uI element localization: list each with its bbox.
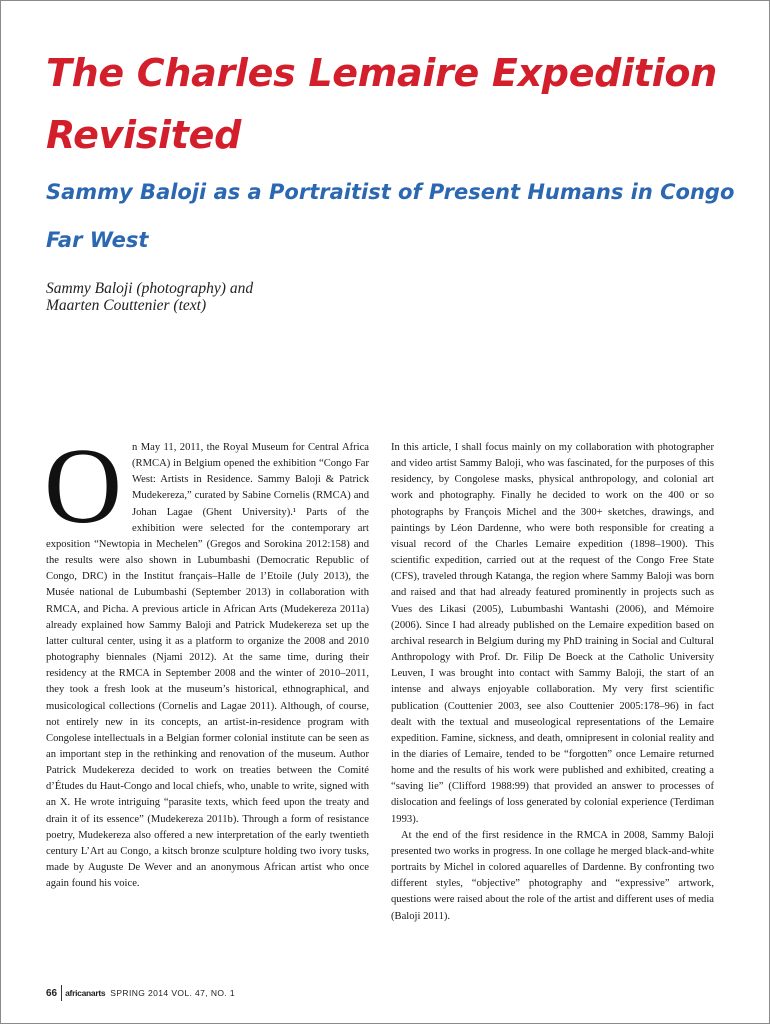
article-title: The Charles Lemaire Expedition Revisited (46, 51, 717, 157)
right-paragraph-1: In this article, I shall focus mainly on my collaboration with photographer and video artist Sammy Baloji, who was fascinated, for the purposes of this residency, by Congolese masks, physical anthropology, and colonial art work and photography. Finally he decided to work on the 400 or so photographs by François Michel and the 300+ sketches, drawings, and paintings by Léon Dardenne, who were both responsible for creating a visual record of the Charles Lemaire expedition (1898–1900). This scientific expedition, carried out at the request of the Congo Free State (CFS), traveled through Katanga, the region where Sammy Baloji was born and raised and that had already featured prominently in projects such as Vues des Likasi (2005), Lubumbashi Wantashi (2006), and Mémoire (2006). Since I had already published on the Lemaire expedition based on archival research in Belgium during my PhD training in Social and Cultural Anthropology with Prof. Dr. Filip De Boeck at the Catholic University Leuven, I was brought into contact with Sammy Baloji, the start of an intense and always enjoyable collaboration. My very first scientific publication (Couttenier 2003, see also Couttenier 2005:178–96) in fact dealt with the textual and museological representations of the Lemaire expedition. Famine, sickness, and death, omnipresent in colonial reality and in the diaries of Lemaire, tended to be “forgotten” once Lemaire returned home and the results of his work were published and exhibited, creating a “saving lie” (Clifford 1988:99) that provided an answer to processes of dislocation and feelings of loss generated by colonial experience (Terdiman 1993). (391, 442, 714, 825)
page-footer (46, 984, 235, 1002)
right-paragraph-2: At the end of the first residence in the RMCA in 2008, Sammy Baloji presented two works in progress. In one collage he merged black-and-white portraits by Michel in colored aquarelles of Dardenne. By confronting two different styles, “objective” photography and “expressive” artwork, questions were raised about the role of the artist and different uses of media (Baloji 2011). (391, 829, 714, 922)
byline-author: Maarten Couttenier (text) (46, 297, 207, 314)
page-number: 66 (46, 987, 58, 999)
drop-cap: O (44, 427, 122, 546)
issue-info: SPRING 2014 VOL. 47, NO. 1 (110, 988, 236, 998)
left-column (44, 427, 369, 892)
left-column-text: n May 11, 2011, the Royal Museum for Central Africa (RMCA) in Belgium opened the exhibition “Congo Far West: Artists in Residence. Sammy Baloji & Patrick Mudekereza,” curated by Sabine Cornelis (RMCA) and Johan Lagae (Ghent University).¹ Parts of the exhibition were selected for the contemporary art exposition “Newtopia in Mechelen” (Gregos and Sorokina 2012:158) and the results were also shown in Lubumbashi (Democratic Republic of Congo, DRC) in the Institut français–Halle de l’Etoile (July 2013), the Musée national de Lubumbashi (September 2013) in collaboration with RMCA, and Picha. A previous article in African Arts (Mudekereza 2011a) already explained how Sammy Baloji and Patrick Mudekereza set up the latter cultural center, using it as a platform to organize the 2008 and 2010 photography biennales (Njami 2012). At the same time, during their residency at the RMCA in September 2008 and the winter of 2010–2011, they took a fresh look at the museum’s historical, ethnographical, and musicological collections (Cornelis and Lagae 2011). Although, of course, not entirely new in its concepts, an artist-in-residence program with Congolese intellectuals in a Belgian former colonial institute can be seen as an important step in the rethinking and renovation of the museum. Author Patrick Mudekereza decided to work on treaties between the Comité d’Études du Haut-Congo and local chiefs, who, unable to write, signed with an X. He wrote intriguing “parasite texts, which feed upon the treaty and drain it of its essence” (Mudekereza 2011b). Through a form of resistance poetry, Mudekereza also offered a new interpretation of the early twentieth century L’Art au Congo, a kitsch bronze sculpture holding two ivory tusks, made by Auguste De Wever and an anonymous African artist who once again found his voice. (46, 442, 369, 890)
magazine-name: africanarts (65, 988, 106, 998)
byline (46, 280, 446, 314)
article-subtitle: Sammy Baloji as a Portraitist of Present Humans in Congo Far West (46, 180, 735, 252)
byline-photographer: Sammy Baloji (photography) and (46, 280, 254, 297)
right-column (391, 440, 714, 925)
footer-divider (61, 985, 62, 1001)
